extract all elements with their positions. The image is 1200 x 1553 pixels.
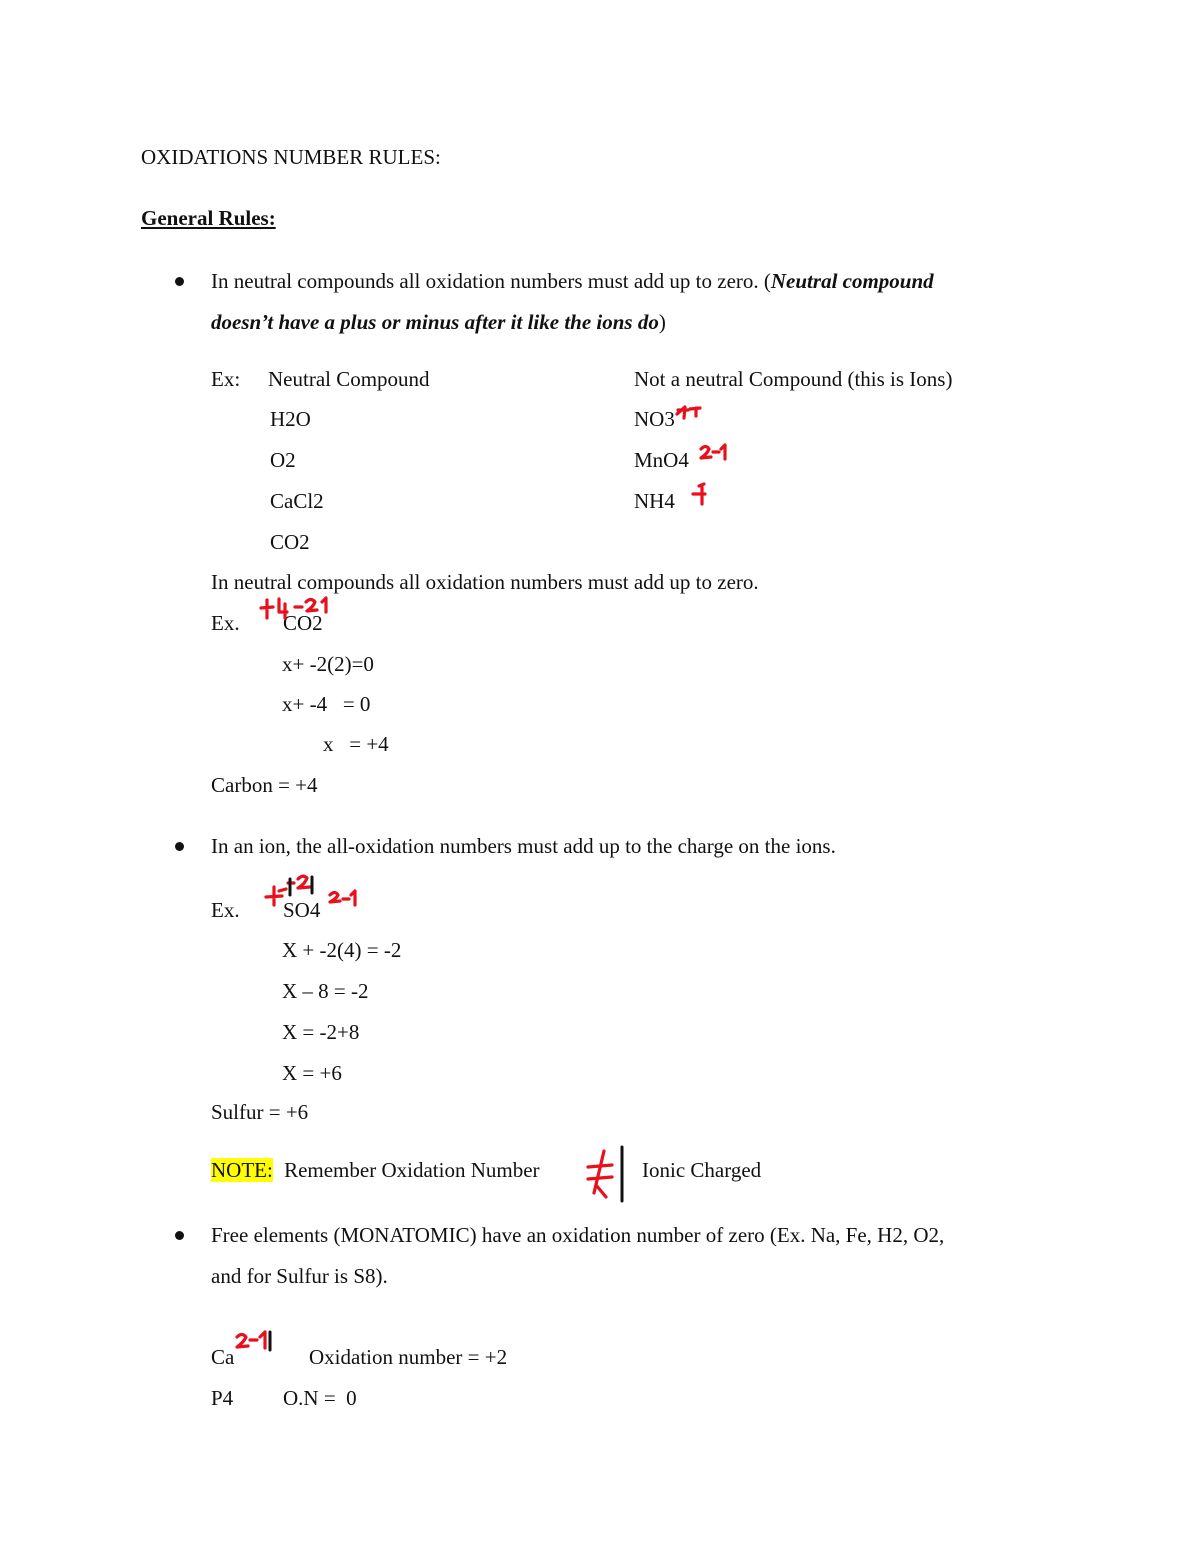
ion-item: NH4 (634, 489, 675, 513)
co2-step: x = +4 (323, 732, 389, 756)
handwritten-oxidation-so4 (262, 873, 362, 907)
page-title: OXIDATIONS NUMBER RULES: (141, 145, 441, 169)
bullet-rule-3 (175, 1231, 184, 1240)
note-text-right: Ionic Charged (642, 1158, 762, 1182)
so4-result: Sulfur = +6 (211, 1100, 309, 1124)
element-symbol-ca: Ca (211, 1345, 235, 1369)
so4-formula: SO4 (283, 898, 321, 922)
element-value-ca: Oxidation number = +2 (309, 1345, 508, 1369)
note-line (211, 1160, 540, 1181)
so4-step: X – 8 = -2 (282, 979, 369, 1003)
rule-3-text: Free elements (MONATOMIC) have an oxidation number of zero (Ex. Na, Fe, H2, O2, (211, 1223, 945, 1247)
element-symbol-p4: P4 (211, 1386, 234, 1410)
handwritten-charge-nh4 (690, 482, 710, 506)
rule-1-text-cont: doesn’t have a plus or minus after it like the ions do) (211, 310, 666, 334)
bullet-rule-1 (175, 277, 184, 286)
section-heading: General Rules: (141, 206, 276, 230)
example-label: Ex. (211, 611, 240, 635)
neutral-item: O2 (270, 448, 296, 472)
neutral-item: H2O (270, 407, 311, 431)
so4-step: X + -2(4) = -2 (282, 938, 402, 962)
note-text-left: Remember Oxidation Number (284, 1158, 540, 1182)
rule-3-text-cont: and for Sulfur is S8). (211, 1264, 388, 1288)
examples-label: Ex: (211, 367, 241, 391)
ion-item: MnO4 (634, 448, 689, 472)
rule-1-text: In neutral compounds all oxidation numbers must add up to zero. (Neutral compound (211, 269, 934, 293)
co2-formula: CO2 (283, 611, 323, 635)
note-label: NOTE: (211, 1158, 273, 1182)
handwritten-oxidation-co2 (258, 596, 338, 624)
co2-result: Carbon = +4 (211, 773, 318, 797)
element-value-p4: O.N = 0 (283, 1386, 357, 1410)
handwritten-charge-mno4 (698, 443, 730, 463)
bullet-rule-2 (175, 842, 184, 851)
co2-step: x+ -4 = 0 (282, 692, 371, 716)
handwritten-not-equal-sign (584, 1145, 630, 1205)
so4-step: X = +6 (282, 1061, 342, 1085)
ions-header: Not a neutral Compound (this is Ions) (634, 367, 953, 391)
rule-1-repeat: In neutral compounds all oxidation numbers must add up to zero. (211, 570, 759, 594)
rule-2-text: In an ion, the all-oxidation numbers must add up to the charge on the ions. (211, 834, 836, 858)
example-label: Ex. (211, 898, 240, 922)
handwritten-charge-no3 (674, 404, 704, 422)
neutral-item: CaCl2 (270, 489, 324, 513)
ion-item: NO3 (634, 407, 675, 431)
so4-step: X = -2+8 (282, 1020, 360, 1044)
co2-step: x+ -2(2)=0 (282, 652, 374, 676)
neutral-compound-header: Neutral Compound (268, 367, 430, 391)
handwritten-charge-ca (234, 1330, 278, 1356)
neutral-item: CO2 (270, 530, 310, 554)
